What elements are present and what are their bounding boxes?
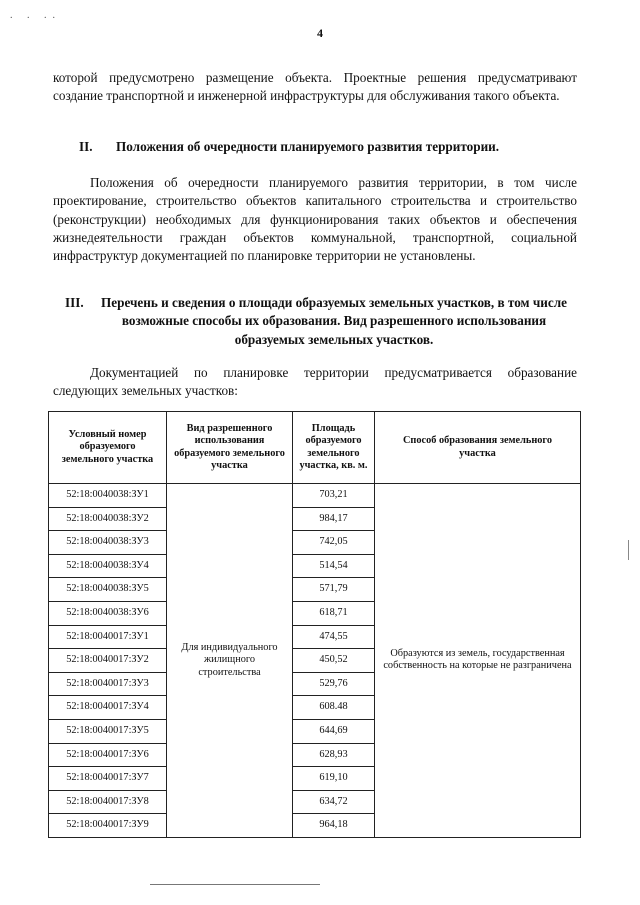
header-plot-number: Условный номер образуемого земельного участка [49,412,167,484]
area-cell: 644,69 [293,719,375,743]
area-cell: 984,17 [293,507,375,531]
table-body [49,484,581,838]
area-cell: 474,55 [293,625,375,649]
area-cell: 634,72 [293,790,375,814]
area-cell: 742,05 [293,531,375,555]
edge-mark [628,540,629,560]
section-3-title: Перечень и сведения о площади образуемых земельных участков, в том числе возможные способы их образования. Вид разрешенного использования образуемых земельных участков. [101,295,567,347]
plot-number-cell: 52:18:0040038:ЗУ1 [49,484,167,508]
plot-number-cell: 52:18:0040038:ЗУ2 [49,507,167,531]
plot-number-cell: 52:18:0040038:ЗУ4 [49,554,167,578]
plot-number-cell: 52:18:0040017:ЗУ1 [49,625,167,649]
section-2-number: II. [79,139,93,154]
intro-paragraph: которой предусмотрено размещение объекта. Проектные решения предусматривают создание транспортной и инженерной инфраструктуры для обслуживания такого объекта. [53,70,577,104]
formation-method-cell: Образуются из земель, государственная собственность на которые не разграничена [375,484,581,838]
section-2-paragraph: Положения об очередности планируемого развития территории, в том числе проектирование, строительство объектов капитального строительства и строительство (реконструкции) необходимых для функционирования таких объектов и обеспечения жизнедеятельности граждан объектов коммунальной, транспортной, социальной инфраструктур документацией по планировке территории не установлены. [53,175,577,264]
plot-number-cell: 52:18:0040038:ЗУ3 [49,531,167,555]
plot-number-cell: 52:18:0040017:ЗУ5 [49,719,167,743]
plot-number-cell: 52:18:0040038:ЗУ5 [49,578,167,602]
plot-number-cell: 52:18:0040017:ЗУ9 [49,814,167,838]
section-3-heading [65,294,577,349]
area-cell: 529,76 [293,672,375,696]
plot-number-cell: 52:18:0040017:ЗУ8 [49,790,167,814]
plot-number-cell: 52:18:0040017:ЗУ4 [49,696,167,720]
use-type-cell: Для индивидуального жилищного строительства [167,484,293,838]
section-2-title: Положения об очередности планируемого развития территории. [116,139,500,154]
header-formation-method: Способ образования земельного участка [375,412,581,484]
section-3-paragraph: Документацией по планировке территории предусматривается образование следующих земельных участков: [53,365,577,399]
plot-number-cell: 52:18:0040017:ЗУ7 [49,767,167,791]
plot-number-cell: 52:18:0040017:ЗУ3 [49,672,167,696]
area-cell: 964,18 [293,814,375,838]
area-cell: 628,93 [293,743,375,767]
section-2-heading [79,138,499,156]
footer-line [150,884,320,885]
area-cell: 571,79 [293,578,375,602]
area-cell: 514,54 [293,554,375,578]
area-cell: 703,21 [293,484,375,508]
corner-marks: . . .. [10,10,61,21]
table-row [49,484,581,508]
area-cell: 608.48 [293,696,375,720]
plot-number-cell: 52:18:0040017:ЗУ6 [49,743,167,767]
table-header-row [49,412,581,484]
area-cell: 619,10 [293,767,375,791]
land-plots-table [48,411,581,838]
page-number: 4 [317,26,323,40]
area-cell: 450,52 [293,649,375,673]
header-area: Площадь образуемого земельного участка, кв. м. [293,412,375,484]
header-use-type: Вид разрешенного использования образуемого земельного участка [167,412,293,484]
plot-number-cell: 52:18:0040017:ЗУ2 [49,649,167,673]
plot-number-cell: 52:18:0040038:ЗУ6 [49,601,167,625]
area-cell: 618,71 [293,601,375,625]
section-3-number: III. [65,295,84,310]
